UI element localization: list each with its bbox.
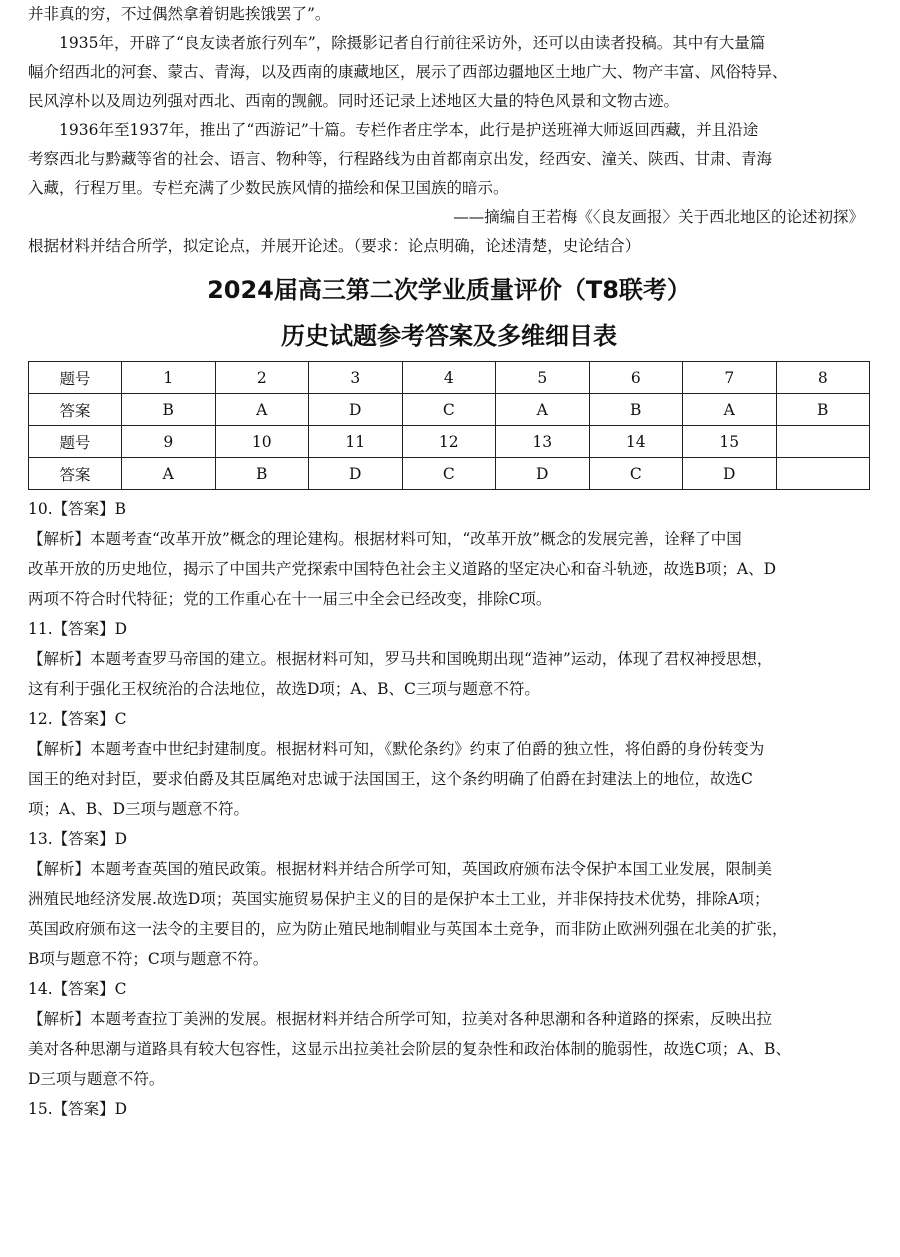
exam-title: 2024届高三第二次学业质量评价（T8联考）: [207, 276, 691, 304]
answer-cell: B: [589, 394, 683, 426]
explanation-block: [28, 494, 870, 614]
explanation-block: [28, 704, 870, 824]
explanation-line: 英国政府颁布这一法令的主要目的，应为防止殖民地制帽业与英国本土竞争，而非防止欧洲列强在北美的扩张，: [28, 920, 788, 938]
material-line: 入藏，行程万里。专栏充满了少数民族风情的描绘和保卫国族的暗示。: [28, 179, 509, 197]
answer-heading: 10.【答案】B: [28, 500, 127, 518]
answer-cell: B: [122, 394, 216, 426]
row-header: 题号: [29, 426, 122, 458]
question-number-cell: 12: [402, 426, 496, 458]
answer-cell: C: [402, 458, 496, 490]
answer-table: [28, 361, 870, 490]
explanation-line: 洲殖民地经济发展.故选D项；英国实施贸易保护主义的目的是保护本土工业，并非保持技术优势，排除A项；: [28, 890, 770, 908]
answer-cell: A: [122, 458, 216, 490]
question-number-cell: [776, 426, 870, 458]
explanation-line: B项与题意不符；C项与题意不符。: [28, 950, 269, 968]
row-header: 答案: [29, 394, 122, 426]
answer-cell: C: [402, 394, 496, 426]
answer-cell: A: [683, 394, 777, 426]
table-row: [29, 394, 870, 426]
explanation-block: [28, 1094, 870, 1124]
explanation-line: D三项与题意不符。: [28, 1070, 165, 1088]
explanation-line: 【解析】本题考查罗马帝国的建立。根据材料可知，罗马共和国晚期出现“造神”运动，体现了君权神授思想，: [28, 650, 773, 668]
table-row: [29, 426, 870, 458]
answer-heading: 15.【答案】D: [28, 1100, 128, 1118]
question-number-cell: 7: [683, 362, 777, 394]
answer-cell: D: [309, 394, 403, 426]
material-line: 1936年至1937年，推出了“西游记”十篇。专栏作者庄学本，此行是护送班禅大师返回西藏，并且沿途: [59, 121, 759, 139]
material-line: 民风淳朴以及周边列强对西北、西南的觊觎。同时还记录上述地区大量的特色风景和文物古迹。: [28, 92, 680, 110]
answer-cell: B: [215, 458, 309, 490]
question-number-cell: 14: [589, 426, 683, 458]
answer-cell: A: [496, 394, 590, 426]
task-prompt: 根据材料并结合所学，拟定论点，并展开论述。（要求：论点明确，论述清楚，史论结合）: [28, 237, 641, 255]
material-line: 1935年，开辟了“良友读者旅行列车”，除摄影记者自行前往采访外，还可以由读者投稿。其中有大量篇: [59, 34, 766, 52]
explanation-line: 【解析】本题考查中世纪封建制度。根据材料可知，《默伦条约》约束了伯爵的独立性，将伯爵的身份转变为: [28, 740, 765, 758]
explanation-block: [28, 824, 870, 974]
explanation-line: 改革开放的历史地位，揭示了中国共产党探索中国特色社会主义道路的坚定决心和奋斗轨迹，故选B项；A、D: [28, 560, 777, 578]
answer-cell: B: [776, 394, 870, 426]
table-row: [29, 458, 870, 490]
answer-cell: A: [215, 394, 309, 426]
answer-cell: D: [309, 458, 403, 490]
question-number-cell: 11: [309, 426, 403, 458]
question-number-cell: 5: [496, 362, 590, 394]
answer-heading: 12.【答案】C: [28, 710, 127, 728]
explanation-line: 两项不符合时代特征；党的工作重心在十一届三中全会已经改变，排除C项。: [28, 590, 552, 608]
row-header: 题号: [29, 362, 122, 394]
question-number-cell: 10: [215, 426, 309, 458]
material-line: 并非真的穷，不过偶然拿着钥匙挨饿罢了”。: [28, 5, 331, 23]
explanation-line: 这有利于强化王权统治的合法地位，故选D项；A、B、C三项与题意不符。: [28, 680, 540, 698]
question-number-cell: 4: [402, 362, 496, 394]
explanation-line: 【解析】本题考查英国的殖民政策。根据材料并结合所学可知，英国政府颁布法令保护本国工业发展，限制美: [28, 860, 773, 878]
question-number-cell: 2: [215, 362, 309, 394]
explanation-line: 【解析】本题考查“改革开放”概念的理论建构。根据材料可知，“改革开放”概念的发展完善，诠释了中国: [28, 530, 742, 548]
explanation-block: [28, 974, 870, 1094]
question-number-cell: 1: [122, 362, 216, 394]
question-number-cell: 6: [589, 362, 683, 394]
explanation-line: 国王的绝对封臣，要求伯爵及其臣属绝对忠诚于法国国王，这个条约明确了伯爵在封建法上的地位，故选C: [28, 770, 753, 788]
material-excerpt: [28, 0, 870, 203]
explanation-line: 美对各种思潮与道路具有较大包容性，这显示出拉美社会阶层的复杂性和政治体制的脆弱性，故选C项；A、B、: [28, 1040, 791, 1058]
answer-cell: D: [683, 458, 777, 490]
explanation-line: 【解析】本题考查拉丁美洲的发展。根据材料并结合所学可知，拉美对各种思潮和各种道路的探索，反映出拉: [28, 1010, 773, 1028]
question-number-cell: 9: [122, 426, 216, 458]
answer-heading: 11.【答案】D: [28, 620, 128, 638]
material-line: 考察西北与黔藏等省的社会、语言、物种等，行程路线为由首都南京出发，经西安、潼关、陕西、甘肃、青海: [28, 150, 773, 168]
explanation-line: 项；A、B、D三项与题意不符。: [28, 800, 250, 818]
row-header: 答案: [29, 458, 122, 490]
question-number-cell: 15: [683, 426, 777, 458]
question-number-cell: 3: [309, 362, 403, 394]
answer-cell: D: [496, 458, 590, 490]
question-number-cell: 13: [496, 426, 590, 458]
answer-heading: 13.【答案】D: [28, 830, 128, 848]
source-citation: ——摘编自王若梅《〈良友画报〉关于西北地区的论述初探》: [453, 208, 864, 226]
table-row: [29, 362, 870, 394]
explanation-block: [28, 614, 870, 704]
document-page: [28, 0, 870, 1124]
answer-cell: C: [589, 458, 683, 490]
material-line: 幅介绍西北的河套、蒙古、青海，以及西南的康藏地区，展示了西部边疆地区土地广大、物产丰富、风俗特异、: [28, 63, 788, 81]
explanations: [28, 494, 870, 1124]
answer-key-title: 历史试题参考答案及多维细目表: [281, 322, 617, 350]
question-number-cell: 8: [776, 362, 870, 394]
answer-heading: 14.【答案】C: [28, 980, 127, 998]
answer-cell: [776, 458, 870, 490]
